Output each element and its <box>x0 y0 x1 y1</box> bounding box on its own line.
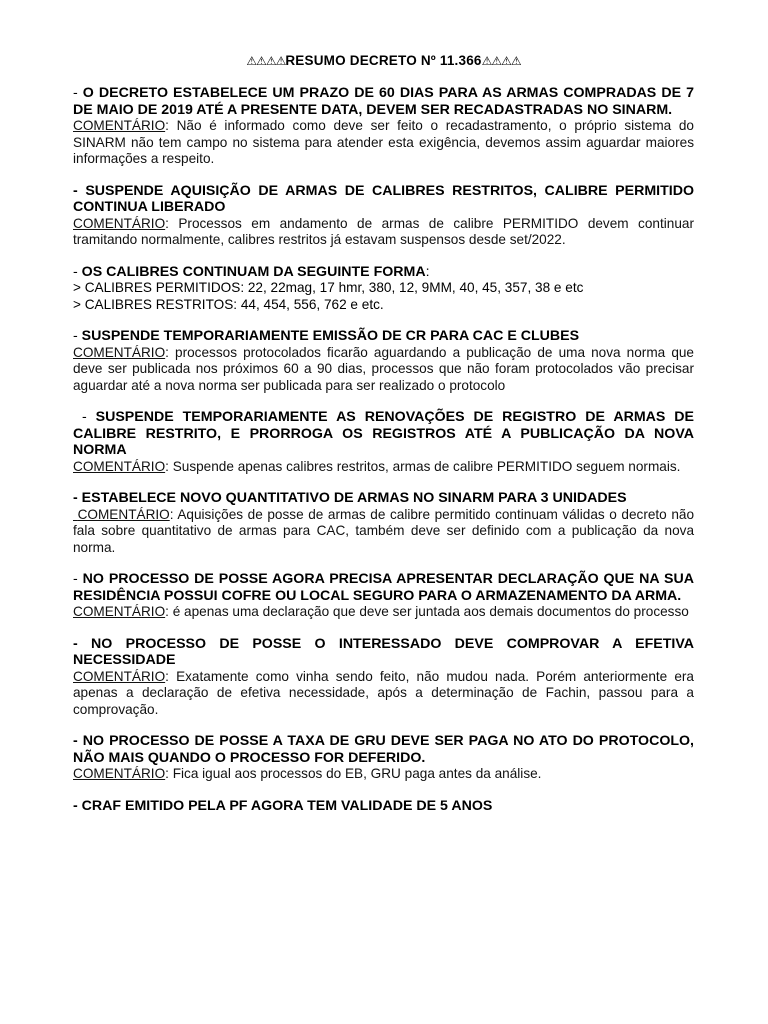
section-cr-cac <box>73 328 694 394</box>
section-comment: COMENTÁRIO: processos protocolados ficarão aguardando a publicação de uma nova norma que deve ser publicada nos próximos 60 a 90 dias, processos que não foram protocolados vão precisar aguardar até a nova norma ser publicada para ser realizado o protocolo <box>73 344 694 393</box>
section-comment: COMENTÁRIO: Exatamente como vinha sendo feito, não mudou nada. Porém anteriormente era apenas a declaração de efetiva necessidade, após a determinação de Fachin, passou para a comprovação. <box>73 668 694 717</box>
section-aquisicao <box>73 183 694 249</box>
document-page <box>73 52 694 829</box>
section-comment: COMENTÁRIO: Não é informado como deve ser feito o recadastramento, o próprio sistema do SINARM não tem campo no sistema para atender esta exigência, devemos assim aguardar maiores informações a respeito. <box>73 118 694 166</box>
comment-label: COMENTÁRIO <box>73 766 166 781</box>
comment-label: COMENTÁRIO <box>73 118 166 133</box>
section-comment: COMENTÁRIO: é apenas uma declaração que deve ser juntada aos demais documentos do processo <box>73 604 689 619</box>
section-efetiva-necessidade <box>73 636 694 719</box>
section-heading: - SUSPENDE TEMPORARIAMENTE AS RENOVAÇÕES DE REGISTRO DE ARMAS DE CALIBRE RESTRITO, E PRORROGA OS REGISTROS ATÉ A PUBLICAÇÃO DA NOVA NORMA <box>73 409 694 458</box>
section-cofre <box>73 571 694 621</box>
document-title-text: RESUMO DECRETO Nº 11.366 <box>285 53 482 68</box>
section-comment: COMENTÁRIO: Aquisições de posse de armas de calibre permitido continuam válidas o decreto não fala sobre quantitativo de armas para CAC, também deve ser definido com a publicação da nova norma. <box>73 506 695 555</box>
comment-label: COMENTÁRIO <box>73 604 166 619</box>
section-renovacoes <box>73 409 694 475</box>
comment-label: COMENTÁRIO <box>73 344 166 360</box>
document-title <box>73 52 694 70</box>
section-heading: - O DECRETO ESTABELECE UM PRAZO DE 60 DIAS PARA AS ARMAS COMPRADAS DE 7 DE MAIO DE 2019 ATÉ A PRESENTE DATA, DEVEM SER RECADASTRADAS NO SINARM. <box>73 85 694 118</box>
comment-label: COMENTÁRIO <box>73 668 166 684</box>
section-comment: COMENTÁRIO: Suspende apenas calibres restritos, armas de calibre PERMITIDO seguem normais. <box>73 458 681 474</box>
warning-icons-left: ⚠⚠⚠⚠ <box>246 54 286 68</box>
section-recadastramento <box>73 85 694 168</box>
section-heading: - SUSPENDE TEMPORARIAMENTE EMISSÃO DE CR PARA CAC E CLUBES <box>73 328 580 344</box>
comment-label: COMENTÁRIO <box>77 506 170 522</box>
warning-icons-right: ⚠⚠⚠⚠ <box>481 54 521 68</box>
section-comment: COMENTÁRIO: Processos em andamento de armas de calibre PERMITIDO devem continuar tramitando normalmente, calibres restritos já estavam suspensos desde set/2022. <box>73 215 694 247</box>
section-comment: COMENTÁRIO: Fica igual aos processos do EB, GRU paga antes da análise. <box>73 766 542 781</box>
section-craf-validade <box>73 798 694 815</box>
section-heading: - SUSPENDE AQUISIÇÃO DE ARMAS DE CALIBRES RESTRITOS, CALIBRE PERMITIDO CONTINUA LIBERADO <box>73 182 695 215</box>
section-taxa-gru <box>73 733 694 783</box>
section-calibres <box>73 264 694 314</box>
section-heading: - ESTABELECE NOVO QUANTITATIVO DE ARMAS NO SINARM PARA 3 UNIDADES <box>73 490 627 506</box>
section-heading: - NO PROCESSO DE POSSE AGORA PRECISA APRESENTAR DECLARAÇÃO QUE NA SUA RESIDÊNCIA POSSUI COFRE OU LOCAL SEGURO PARA O ARMAZENAMENTO DA ARMA. <box>73 571 695 604</box>
section-heading: - NO PROCESSO DE POSSE A TAXA DE GRU DEVE SER PAGA NO ATO DO PROTOCOLO, NÃO MAIS QUANDO O PROCESSO FOR DEFERIDO. <box>73 733 694 766</box>
calibres-permitidos-line: > CALIBRES PERMITIDOS: 22, 22mag, 17 hmr, 380, 12, 9MM, 40, 45, 357, 38 e etc <box>73 280 584 295</box>
comment-label: COMENTÁRIO <box>73 458 166 474</box>
section-quantitativo <box>73 490 694 556</box>
calibres-restritos-line: > CALIBRES RESTRITOS: 44, 454, 556, 762 e etc. <box>73 296 384 312</box>
comment-label: COMENTÁRIO <box>73 215 166 231</box>
section-heading: - OS CALIBRES CONTINUAM DA SEGUINTE FORMA: <box>73 263 430 280</box>
section-heading: - CRAF EMITIDO PELA PF AGORA TEM VALIDADE DE 5 ANOS <box>73 797 493 814</box>
section-heading: - NO PROCESSO DE POSSE O INTERESSADO DEVE COMPROVAR A EFETIVA NECESSIDADE <box>73 635 694 668</box>
